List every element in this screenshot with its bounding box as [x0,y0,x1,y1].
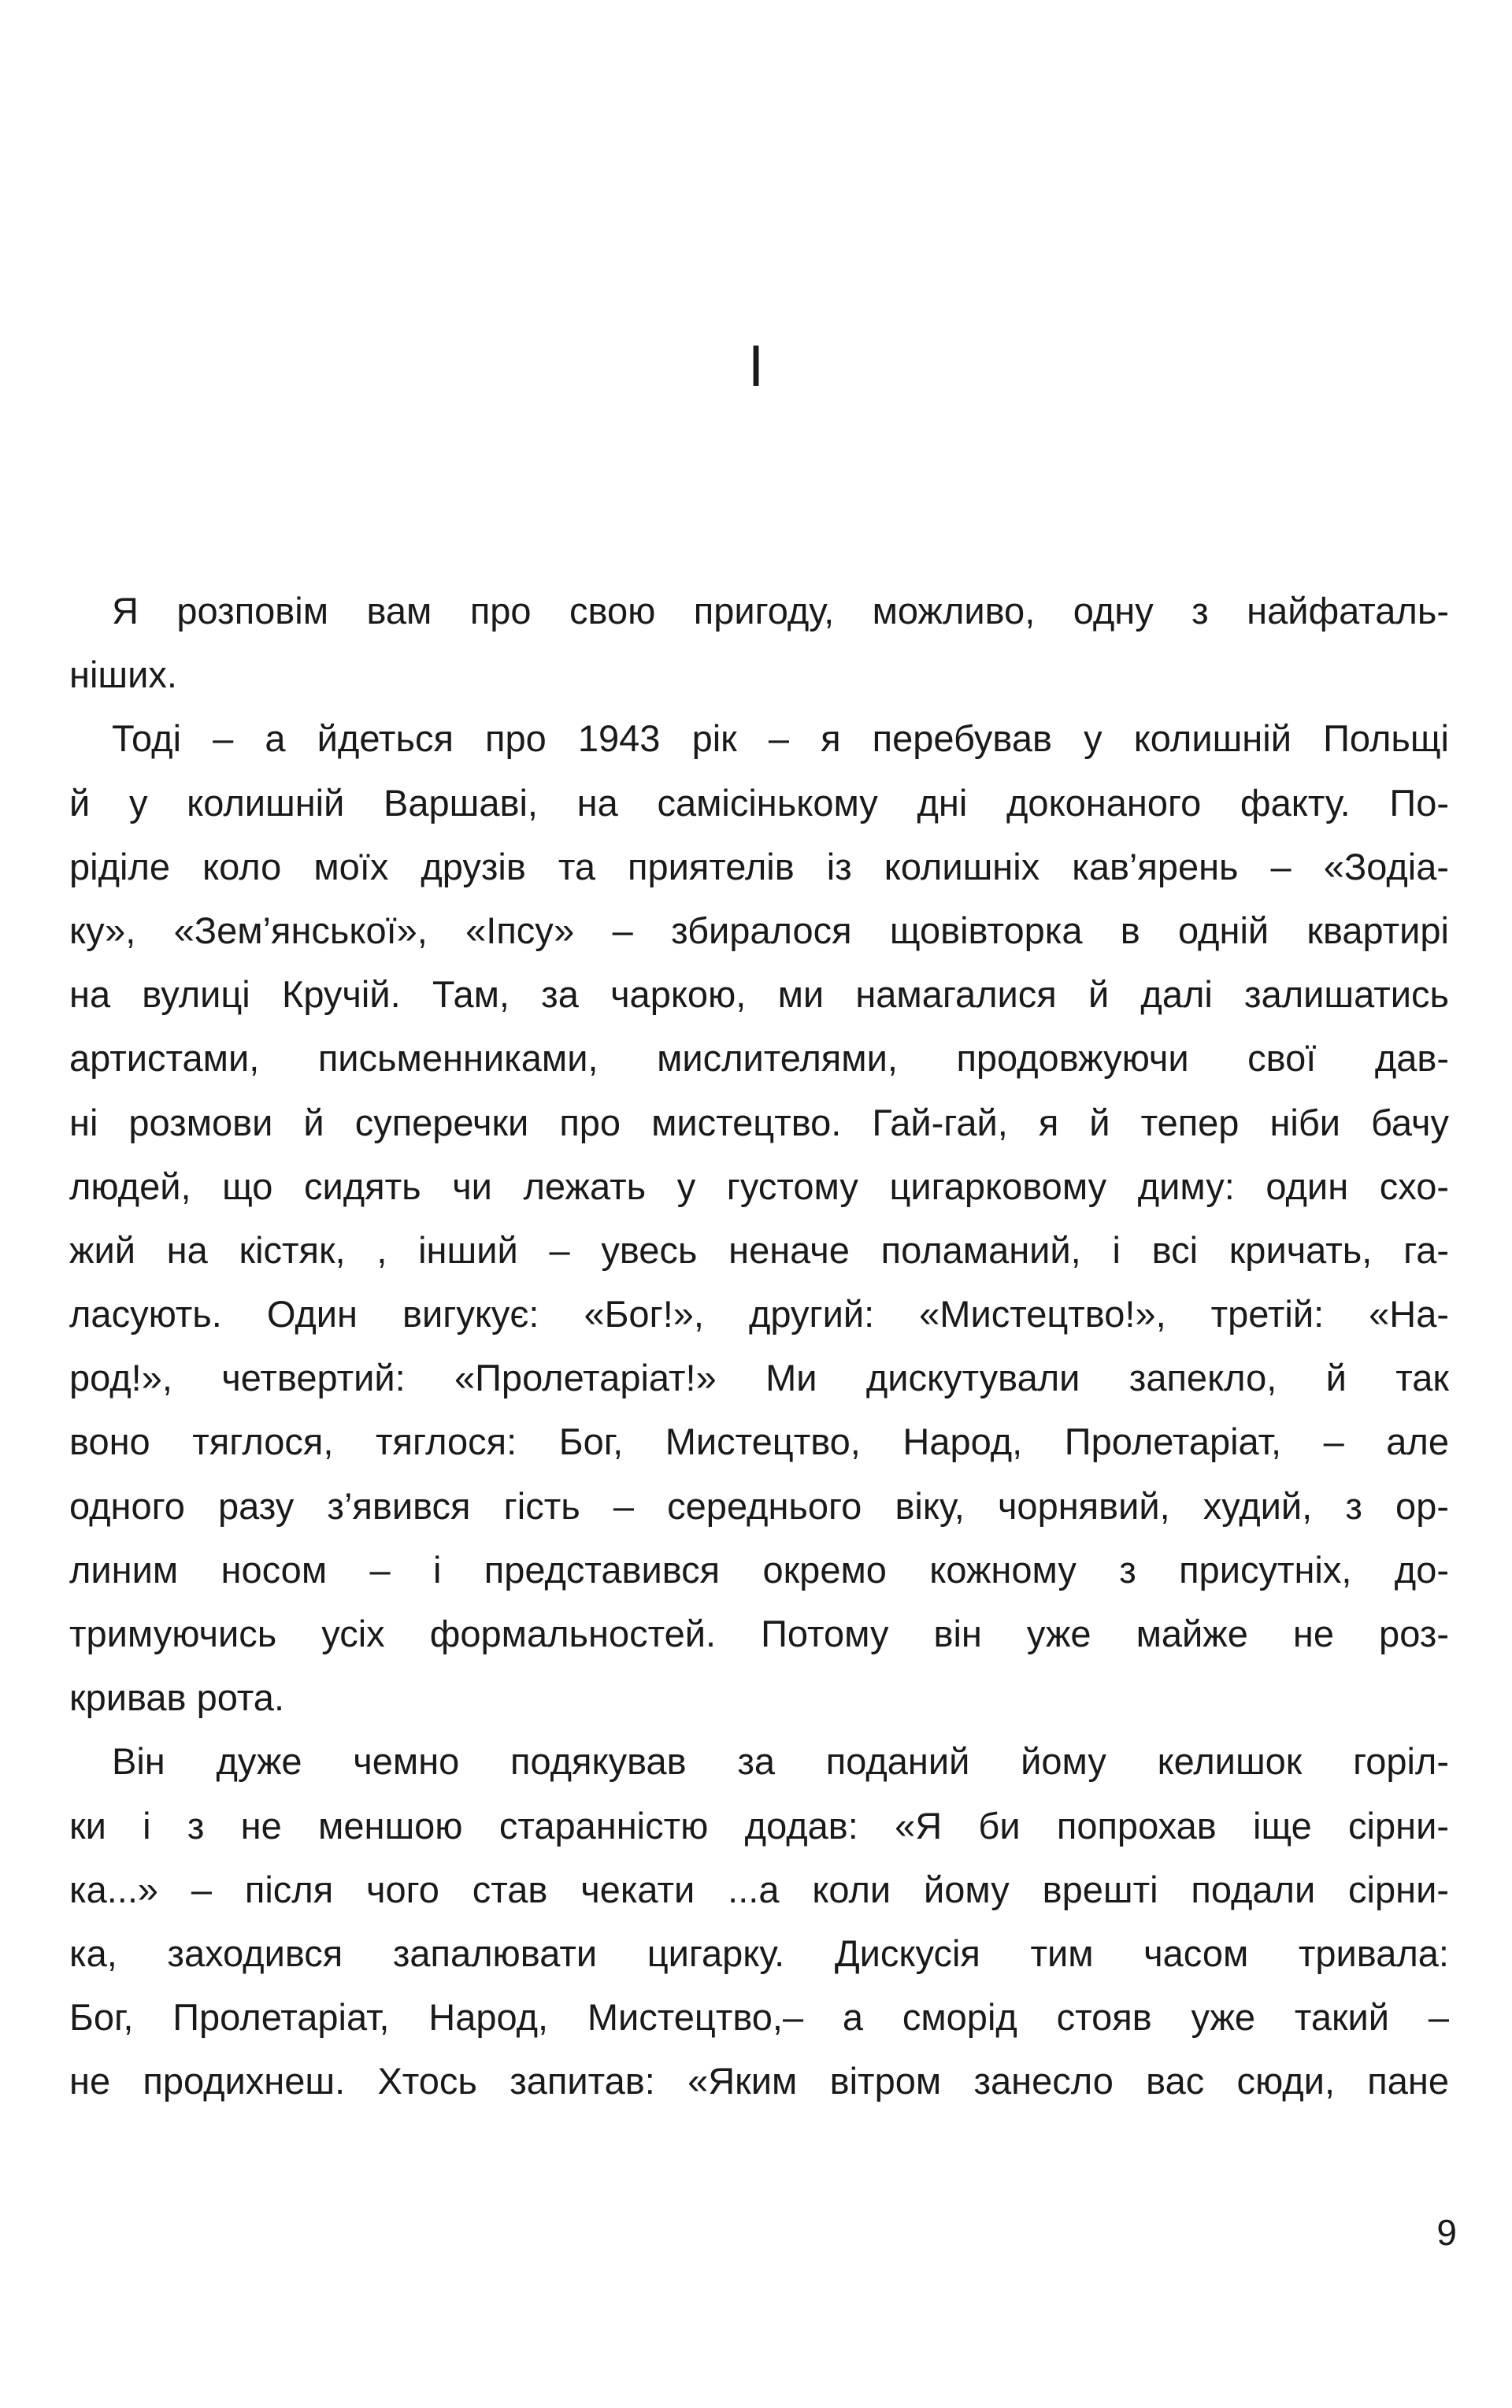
text-line: на вулиці Кручій. Там, за чаркою, ми намагалися й далі залишатись [69,973,1449,1016]
text-line: тримуючись усіх формальностей. Потому він уже майже не роз- [69,1613,1449,1654]
text-line: воно тяглося, тяглося: Бог, Мистецтво, Народ, Пролетаріат, – але [69,1421,1449,1463]
text-line: кривав рота. [69,1676,285,1719]
text-line: Тоді – а йдеться про 1943 рік – я перебував у колишній Польщі [112,717,1449,760]
text-line: людей, що сидять чи лежать у густому цигарковому диму: один схо- [69,1165,1449,1207]
text-line: одного разу з’явився гість – середнього віку, чорнявий, худий, з ор- [69,1484,1449,1527]
text-line: линим носом – і представився окремо кожному з присутніх, до- [69,1548,1449,1591]
text-line: ка, заходився запалювати цигарку. Дискусія тим часом тривала: [69,1932,1449,1974]
text-line: ніших. [69,654,177,696]
text-line: ку», «Зем’янської», «Іпсу» – збиралося щовівторка в одній квартирі [69,909,1449,951]
text-line: Він дуже чемно подякував за поданий йому келишок горіл- [112,1740,1449,1783]
page-number: 9 [1436,2212,1457,2253]
text-line: род!», четвертий: «Пролетаріат!» Ми дискутували запекло, й так [69,1357,1449,1399]
text-line: ні розмови й суперечки про мистецтво. Гай-гай, я й тепер ніби бачу [69,1101,1449,1143]
text-line: ріділе коло моїх друзів та приятелів із колишніх кав’ярень – «Зодіа- [69,845,1449,887]
text-line: Бог, Пролетаріат, Народ, Мистецтво,– а сморід стояв уже такий – [69,1996,1449,2039]
text-line: жий на кістяк, , інший – увесь неначе поламаний, і всі кричать, га- [69,1228,1449,1271]
text-line: ки і з не меншою старанністю додав: «Я би попрохав іще сірни- [69,1804,1449,1847]
text-line: Я розповім вам про свою пригоду, можливо, одну з найфаталь- [112,590,1449,632]
text-line: ласують. Один вигукує: «Бог!», другий: «Мистецтво!», третій: «На- [69,1293,1449,1336]
text-line: не продихнеш. Хтось запитав: «Яким вітром занесло вас сюди, пане [69,2060,1449,2102]
body-text [69,579,1449,2113]
text-line: ка...» – після чого став чекати ...а коли йому врешті подали сірни- [69,1868,1449,1910]
text-line: й у колишній Варшаві, на самісінькому дні доконаного факту. По- [69,781,1449,824]
text-line: артистами, письменниками, мислителями, продовжуючи свої дав- [69,1037,1449,1080]
chapter-heading: I [747,333,765,398]
